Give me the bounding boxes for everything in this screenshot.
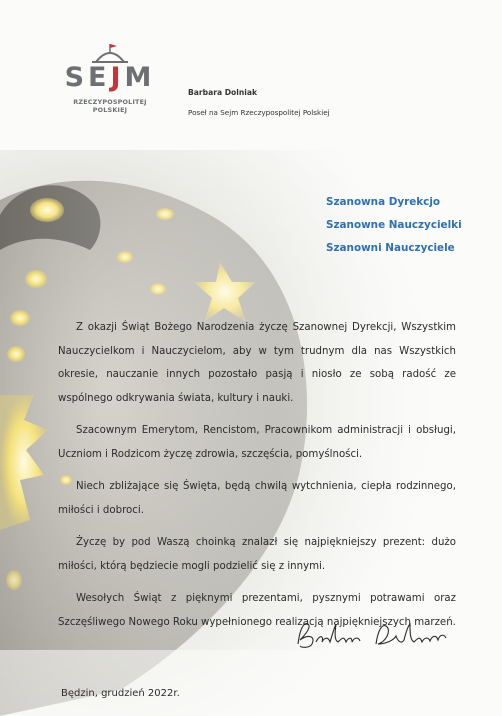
sejm-logo [60,42,160,116]
place-and-date: Będzin, grudzień 2022r. [61,688,180,699]
body-paragraph: Szacownym Emerytom, Rencistom, Pracownikom administracji i obsługi, Uczniom i Rodzicom życzę zdrowia, szczęścia, pomyślności. [58,425,456,460]
sender-name: Barbara Dolniak [188,88,258,97]
salutation-line: Szanowne Nauczycielki [326,219,462,231]
parliament-dome-icon [90,42,130,64]
salutation-block [326,191,462,260]
body-paragraph: Niech zbliżające się Święta, będą chwilą wytchnienia, ciepła rodzinnego, miłości i dobroci. [58,481,456,516]
body-paragraph: Życzę by pod Waszą choinką znalazł się najpiękniejszy prezent: dużo miłości, którą będziecie mogli podzielić się z innymi. [58,537,456,572]
body-paragraph: Wesołych Świąt z pięknymi prezentami, pysznymi potrawami oraz Szczęśliwego Nowego Roku wypełnionego realizacją najpiękniejszych marzeń. [58,593,456,628]
logo-subtitle: RZECZYPOSPOLITEJ POLSKIEJ [73,98,147,114]
sender-role: Poseł na Sejm Rzeczypospolitej Polskiej [188,108,330,117]
salutation-line: Szanowna Dyrekcjo [326,196,441,208]
salutation-line: Szanowni Nauczyciele [326,242,455,254]
letter-body [58,316,456,643]
handwritten-signature [290,614,470,658]
body-paragraph: Z okazji Świąt Bożego Narodzenia życzę Szanownej Dyrekcji, Wszystkim Nauczycielkom i Nauczycielom, aby w tym trudnym dla nas Wszystkich okresie, nauczanie innych pozostało pasją i niosło ze sobą radość ze wspólnego odkrywania świata, kultury i nauki. [58,322,456,404]
logo-wordmark: SEJM [64,62,156,93]
